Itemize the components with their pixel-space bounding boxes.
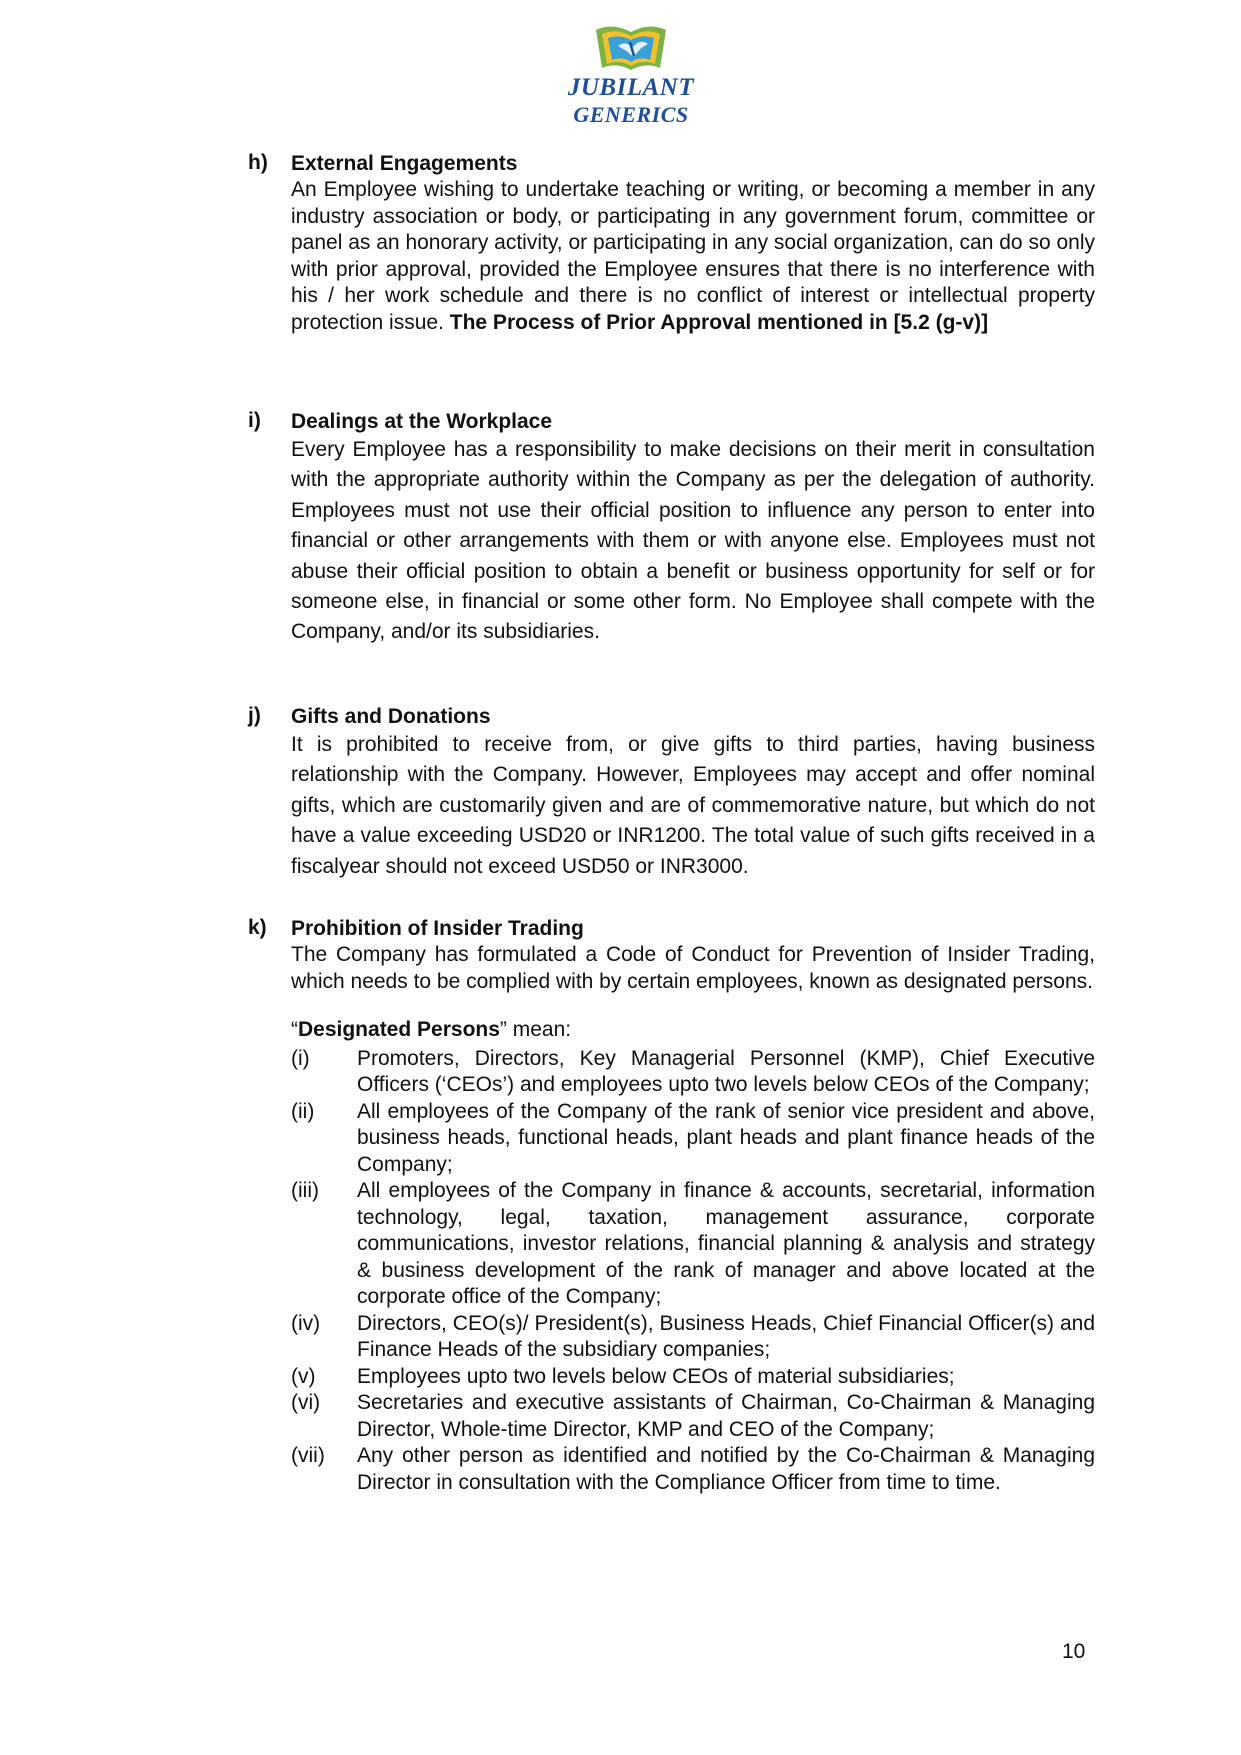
list-item-text: Any other person as identified and notified by the Co-Chairman & Managing Director in consultation with the Compliance Officer from time to time. [357,1444,1095,1494]
section-title: External Engagements [291,152,518,175]
designated-persons-term: Designated Persons [298,1018,500,1041]
section-letter: j) [248,704,261,727]
section-letter: h) [248,151,268,174]
designated-persons-after: ” mean: [499,1018,572,1041]
list-item [291,1364,1095,1391]
company-logo [556,22,706,144]
paragraph-bold-text: The Process of Prior Approval mentioned in [5.2 (g-v)] [449,310,989,334]
section-letter: k) [248,916,267,939]
list-item-text: All employees of the Company in finance & accounts, secretarial, information technology, legal, taxation, management assurance, corporate communications, investor relations, financial planning & analysis and strategy & business development of the rank of manager and above located at the corporate office of the Company; [357,1179,1095,1308]
section-paragraph: Every Employee has a responsibility to make decisions on their merit in consultation with the appropriate authority within the Company as per the delegation of authority. Employees must not use their official position to influence any person to enter into financial or other arrangements with them or with anyone else. Employees must not abuse their official position to obtain a benefit or business opportunity for self or for someone else, in financial or some other form. No Employee shall compete with the Company, and/or its subsidiaries. [291,438,1095,644]
list-item [291,1046,1095,1099]
list-item [291,1311,1095,1364]
designated-persons-intro [291,1017,1095,1044]
open-quote: “ [291,1018,298,1041]
list-item [291,1443,1095,1496]
list-item [291,1390,1095,1443]
section-paragraph [291,177,1095,336]
section-title: Prohibition of Insider Trading [291,917,584,940]
section-paragraph: The Company has formulated a Code of Conduct for Prevention of Insider Trading, which needs to be complied with by certain employees, known as designated persons. [291,943,1095,993]
section-letter: i) [248,409,261,432]
list-item-text: Employees upto two levels below CEOs of material subsidiaries; [357,1364,955,1388]
section-title: Dealings at the Workplace [291,410,553,433]
list-item-text: Directors, CEO(s)/ President(s), Business Heads, Chief Financial Officer(s) and Finance Heads of the subsidiary companies; [357,1311,1095,1361]
logo-wordmark-line1: JUBILANT [567,74,695,101]
page-number: 10 [1062,1640,1086,1663]
list-item-number: (i) [291,1046,310,1070]
list-item-text: All employees of the Company of the rank of senior vice president and above, business heads, functional heads, plant heads and plant finance heads of the Company; [357,1099,1095,1176]
paragraph-text: An Employee wishing to undertake teaching or writing, or becoming a member in any industry association or body, or participating in any government forum, committee or panel as an honorary activity, or participating in any social organization, can do so only with prior approval, provided the Employee ensures that there is no interference with his / her work schedule and there is no conflict of interest or intellectual property protection issue. [291,178,1095,334]
list-item-number: (ii) [291,1099,315,1123]
logo-wordmark-line2: GENERICS [573,102,689,127]
list-item-number: (iii) [291,1179,319,1202]
designated-persons-list [291,1046,1095,1497]
list-item [291,1178,1095,1311]
list-item-text: Promoters, Directors, Key Managerial Personnel (KMP), Chief Executive Officers (‘CEOs’) and employees upto two levels below CEOs of the Company; [357,1046,1095,1096]
list-item-number: (vi) [291,1391,321,1414]
list-item-text: Secretaries and executive assistants of Chairman, Co-Chairman & Managing Director, Whole-time Director, KMP and CEO of the Company; [357,1391,1095,1441]
list-item-number: (vii) [291,1444,325,1467]
list-item-number: (v) [291,1364,316,1388]
section-title: Gifts and Donations [291,705,491,728]
logo-emblem-icon [556,22,706,78]
list-item [291,1099,1095,1179]
list-item-number: (iv) [291,1311,321,1335]
section-paragraph: It is prohibited to receive from, or give gifts to third parties, having business relationship with the Company. However, Employees may accept and offer nominal gifts, which are customarily given and are of commemorative nature, but which do not have a value exceeding USD20 or INR1200. The total value of such gifts received in a fiscalyear should not exceed USD50 or INR3000. [291,733,1095,878]
